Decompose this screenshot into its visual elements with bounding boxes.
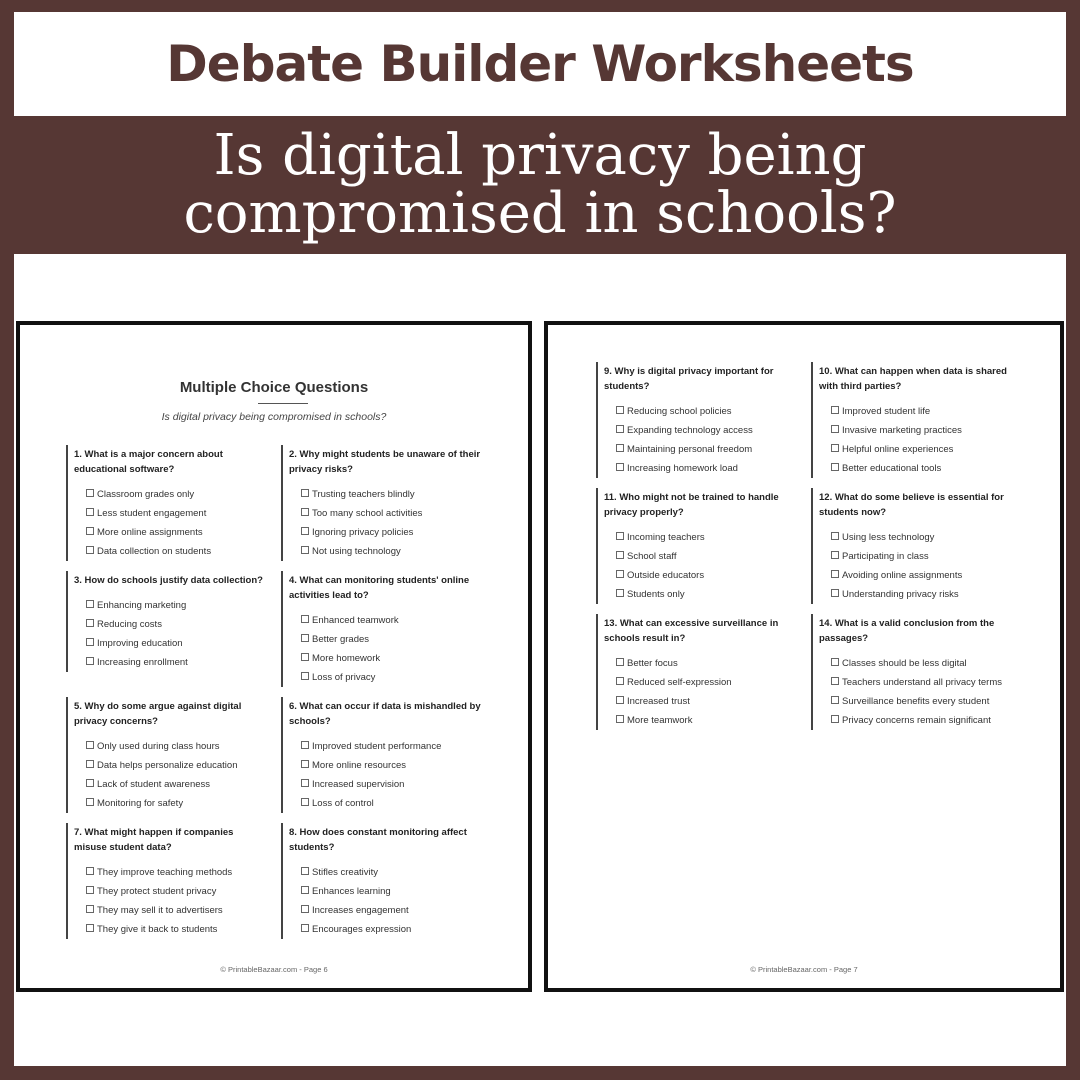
checkbox-icon[interactable] xyxy=(616,696,624,704)
checkbox-icon[interactable] xyxy=(86,779,94,787)
option-label: Enhances learning xyxy=(312,886,391,897)
option-label: Using less technology xyxy=(842,532,935,543)
checkbox-icon[interactable] xyxy=(616,677,624,685)
option-label: Invasive marketing practices xyxy=(842,425,962,436)
checkbox-icon[interactable] xyxy=(301,508,309,516)
option-label: Understanding privacy risks xyxy=(842,589,959,600)
answer-option[interactable] xyxy=(604,585,796,604)
option-label: They improve teaching methods xyxy=(97,867,233,878)
checkbox-icon[interactable] xyxy=(831,589,839,597)
checkbox-icon[interactable] xyxy=(831,444,839,452)
answer-option[interactable] xyxy=(74,485,266,504)
option-label: Classes should be less digital xyxy=(842,658,967,669)
question-block xyxy=(281,823,481,939)
checkbox-icon[interactable] xyxy=(86,741,94,749)
option-label: Expanding technology access xyxy=(627,425,753,436)
answer-option[interactable] xyxy=(74,596,266,615)
answer-option[interactable] xyxy=(604,673,796,692)
checkbox-icon[interactable] xyxy=(616,589,624,597)
answer-option[interactable] xyxy=(604,440,796,459)
answer-option[interactable] xyxy=(289,775,481,794)
question-text: 9. Why is digital privacy important for students? xyxy=(604,366,774,392)
question-block xyxy=(596,488,796,604)
checkbox-icon[interactable] xyxy=(86,619,94,627)
answer-option[interactable] xyxy=(289,611,481,630)
option-label: Loss of control xyxy=(312,798,374,809)
answer-option[interactable] xyxy=(819,585,1011,604)
checkbox-icon[interactable] xyxy=(831,658,839,666)
checkbox-icon[interactable] xyxy=(301,779,309,787)
option-label: Only used during class hours xyxy=(97,741,220,752)
checkbox-icon[interactable] xyxy=(301,653,309,661)
answer-option[interactable] xyxy=(74,615,266,634)
checkbox-icon[interactable] xyxy=(831,696,839,704)
answer-option[interactable] xyxy=(74,504,266,523)
option-label: Maintaining personal freedom xyxy=(627,444,753,455)
answer-option[interactable] xyxy=(74,634,266,653)
option-label: More teamwork xyxy=(627,715,693,726)
option-label: Teachers understand all privacy terms xyxy=(842,677,1002,688)
option-label: Reduced self-expression xyxy=(627,677,732,688)
answer-option[interactable] xyxy=(289,542,481,561)
option-label: Improving education xyxy=(97,638,183,649)
option-label: Better educational tools xyxy=(842,463,942,474)
option-label: More online resources xyxy=(312,760,406,771)
worksheet-topic-title: Is digital privacy being compromised in schools? xyxy=(183,123,897,246)
checkbox-icon[interactable] xyxy=(86,924,94,932)
checkbox-icon[interactable] xyxy=(831,463,839,471)
answer-option[interactable] xyxy=(289,920,481,939)
answer-option[interactable] xyxy=(604,459,796,478)
page-footer: © PrintableBazaar.com - Page 6 xyxy=(220,965,328,974)
answer-option[interactable] xyxy=(74,523,266,542)
question-block xyxy=(281,445,481,561)
question-block xyxy=(66,571,266,672)
checkbox-icon[interactable] xyxy=(616,425,624,433)
option-label: They give it back to students xyxy=(97,924,218,935)
option-label: Increased trust xyxy=(627,696,690,707)
option-label: Monitoring for safety xyxy=(97,798,184,809)
answer-option[interactable] xyxy=(289,794,481,813)
question-text: 14. What is a valid conclusion from the passages? xyxy=(819,618,995,644)
option-label: Improved student life xyxy=(842,406,931,417)
checkbox-icon[interactable] xyxy=(86,638,94,646)
answer-option[interactable] xyxy=(819,654,1011,673)
question-text: 2. Why might students be unaware of their privacy risks? xyxy=(289,449,481,475)
option-label: More homework xyxy=(312,653,381,664)
question-text: 5. Why do some argue against digital privacy concerns? xyxy=(74,701,242,727)
question-block xyxy=(596,362,796,478)
option-label: Surveillance benefits every student xyxy=(842,696,990,707)
option-label: Incoming teachers xyxy=(627,532,705,543)
answer-option[interactable] xyxy=(289,649,481,668)
checkbox-icon[interactable] xyxy=(301,798,309,806)
checkbox-icon[interactable] xyxy=(301,634,309,642)
answer-option[interactable] xyxy=(289,630,481,649)
question-block xyxy=(596,614,796,730)
checkbox-icon[interactable] xyxy=(616,463,624,471)
option-label: Increased supervision xyxy=(312,779,405,790)
option-label: Classroom grades only xyxy=(97,489,195,500)
option-label: Increasing enrollment xyxy=(97,657,188,668)
option-label: Ignoring privacy policies xyxy=(312,527,414,538)
checkbox-icon[interactable] xyxy=(86,905,94,913)
option-label: Avoiding online assignments xyxy=(842,570,963,581)
worksheet-page-6 xyxy=(16,321,532,992)
option-label: School staff xyxy=(627,551,677,562)
question-block xyxy=(281,697,481,813)
answer-option[interactable] xyxy=(74,863,266,882)
answer-option[interactable] xyxy=(604,692,796,711)
answer-option[interactable] xyxy=(819,547,1011,566)
question-block xyxy=(66,697,266,813)
checkbox-icon[interactable] xyxy=(86,798,94,806)
option-label: Reducing school policies xyxy=(627,406,732,417)
answer-option[interactable] xyxy=(74,794,266,813)
question-text: 1. What is a major concern about educational software? xyxy=(74,449,223,475)
answer-option[interactable] xyxy=(74,882,266,901)
answer-option[interactable] xyxy=(74,756,266,775)
checkbox-icon[interactable] xyxy=(301,924,309,932)
option-label: Trusting teachers blindly xyxy=(312,489,415,500)
answer-option[interactable] xyxy=(604,528,796,547)
checkbox-icon[interactable] xyxy=(301,867,309,875)
checkbox-icon[interactable] xyxy=(301,760,309,768)
option-label: Too many school activities xyxy=(312,508,423,519)
answer-option[interactable] xyxy=(604,421,796,440)
answer-option[interactable] xyxy=(819,692,1011,711)
checkbox-icon[interactable] xyxy=(86,508,94,516)
checkbox-icon[interactable] xyxy=(301,527,309,535)
checkbox-icon[interactable] xyxy=(301,546,309,554)
question-text: 11. Who might not be trained to handle privacy properly? xyxy=(604,492,779,518)
checkbox-icon[interactable] xyxy=(831,715,839,723)
brand-title: Debate Builder Worksheets xyxy=(166,35,914,93)
question-text: 6. What can occur if data is mishandled by schools? xyxy=(289,701,481,727)
checkbox-icon[interactable] xyxy=(301,905,309,913)
question-text: 10. What can happen when data is shared with third parties? xyxy=(819,366,1007,392)
checkbox-icon[interactable] xyxy=(301,741,309,749)
option-label: Data collection on students xyxy=(97,546,212,557)
option-label: Outside educators xyxy=(627,570,705,581)
answer-option[interactable] xyxy=(604,402,796,421)
checkbox-icon[interactable] xyxy=(616,570,624,578)
answer-option[interactable] xyxy=(289,882,481,901)
option-label: Lack of student awareness xyxy=(97,779,211,790)
question-block xyxy=(66,445,266,561)
answer-option[interactable] xyxy=(289,523,481,542)
heading-divider xyxy=(258,403,308,404)
checkbox-icon[interactable] xyxy=(616,715,624,723)
option-label: Enhancing marketing xyxy=(97,600,187,611)
checkbox-icon[interactable] xyxy=(831,570,839,578)
option-label: They may sell it to advertisers xyxy=(97,905,223,916)
checkbox-icon[interactable] xyxy=(831,406,839,414)
option-label: Privacy concerns remain significant xyxy=(842,715,991,726)
checkbox-icon[interactable] xyxy=(831,425,839,433)
answer-option[interactable] xyxy=(289,737,481,756)
answer-option[interactable] xyxy=(819,402,1011,421)
answer-option[interactable] xyxy=(289,504,481,523)
answer-option[interactable] xyxy=(74,737,266,756)
page-heading: Multiple Choice Questions xyxy=(179,379,369,396)
checkbox-icon[interactable] xyxy=(301,886,309,894)
question-block xyxy=(281,571,481,687)
checkbox-icon[interactable] xyxy=(301,615,309,623)
checkbox-icon[interactable] xyxy=(86,760,94,768)
option-label: Helpful online experiences xyxy=(842,444,954,455)
checkbox-icon[interactable] xyxy=(616,551,624,559)
answer-option[interactable] xyxy=(819,440,1011,459)
answer-option[interactable] xyxy=(289,756,481,775)
question-text: 13. What can excessive surveillance in schools result in? xyxy=(604,618,779,644)
title-band xyxy=(14,116,1066,254)
option-label: Loss of privacy xyxy=(312,672,376,683)
checkbox-icon[interactable] xyxy=(86,886,94,894)
checkbox-icon[interactable] xyxy=(86,867,94,875)
answer-option[interactable] xyxy=(289,485,481,504)
checkbox-icon[interactable] xyxy=(301,672,309,680)
answer-option[interactable] xyxy=(819,421,1011,440)
answer-option[interactable] xyxy=(74,901,266,920)
question-text: 8. How does constant monitoring affect students? xyxy=(289,827,467,853)
checkbox-icon[interactable] xyxy=(301,489,309,497)
checkbox-icon[interactable] xyxy=(616,532,624,540)
option-label: Improved student performance xyxy=(312,741,442,752)
checkbox-icon[interactable] xyxy=(831,677,839,685)
checkbox-icon[interactable] xyxy=(616,444,624,452)
answer-option[interactable] xyxy=(819,711,1011,730)
option-label: Increasing homework load xyxy=(627,463,738,474)
checkbox-icon[interactable] xyxy=(831,532,839,540)
checkbox-icon[interactable] xyxy=(86,600,94,608)
product-frame xyxy=(14,12,1066,1066)
question-block xyxy=(811,362,1011,478)
answer-option[interactable] xyxy=(289,901,481,920)
option-label: Reducing costs xyxy=(97,619,162,630)
answer-option[interactable] xyxy=(604,711,796,730)
answer-option[interactable] xyxy=(289,863,481,882)
checkbox-icon[interactable] xyxy=(86,489,94,497)
option-label: Not using technology xyxy=(312,546,401,557)
option-label: Stifles creativity xyxy=(312,867,378,878)
option-label: Better focus xyxy=(627,658,678,669)
question-text: 4. What can monitoring students' online activities lead to? xyxy=(289,575,470,601)
worksheet-page-7 xyxy=(544,321,1064,992)
option-label: Participating in class xyxy=(842,551,929,562)
question-text: 12. What do some believe is essential for students now? xyxy=(819,492,1004,518)
answer-option[interactable] xyxy=(289,668,481,687)
answer-option[interactable] xyxy=(74,920,266,939)
answer-option[interactable] xyxy=(74,542,266,561)
option-label: Encourages expression xyxy=(312,924,412,935)
option-label: Students only xyxy=(627,589,685,600)
question-block xyxy=(811,614,1011,730)
option-label: Enhanced teamwork xyxy=(312,615,399,626)
option-label: They protect student privacy xyxy=(97,886,217,897)
option-label: Less student engagement xyxy=(97,508,207,519)
answer-option[interactable] xyxy=(604,547,796,566)
answer-option[interactable] xyxy=(819,528,1011,547)
answer-option[interactable] xyxy=(819,459,1011,478)
checkbox-icon[interactable] xyxy=(616,406,624,414)
checkbox-icon[interactable] xyxy=(86,657,94,665)
answer-option[interactable] xyxy=(604,654,796,673)
answer-option[interactable] xyxy=(74,653,266,672)
answer-option[interactable] xyxy=(819,566,1011,585)
question-text: 3. How do schools justify data collection? xyxy=(74,575,263,586)
answer-option[interactable] xyxy=(819,673,1011,692)
answer-option[interactable] xyxy=(74,775,266,794)
question-text: 7. What might happen if companies misuse student data? xyxy=(74,827,234,853)
checkbox-icon[interactable] xyxy=(831,551,839,559)
option-label: Increases engagement xyxy=(312,905,409,916)
checkbox-icon[interactable] xyxy=(616,658,624,666)
page-subtitle: Is digital privacy being compromised in schools? xyxy=(161,411,387,423)
question-block xyxy=(66,823,266,939)
question-block xyxy=(811,488,1011,604)
option-label: More online assignments xyxy=(97,527,203,538)
option-label: Data helps personalize education xyxy=(97,760,238,771)
page-footer: © PrintableBazaar.com - Page 7 xyxy=(750,965,858,974)
answer-option[interactable] xyxy=(604,566,796,585)
option-label: Better grades xyxy=(312,634,370,645)
checkbox-icon[interactable] xyxy=(86,527,94,535)
checkbox-icon[interactable] xyxy=(86,546,94,554)
